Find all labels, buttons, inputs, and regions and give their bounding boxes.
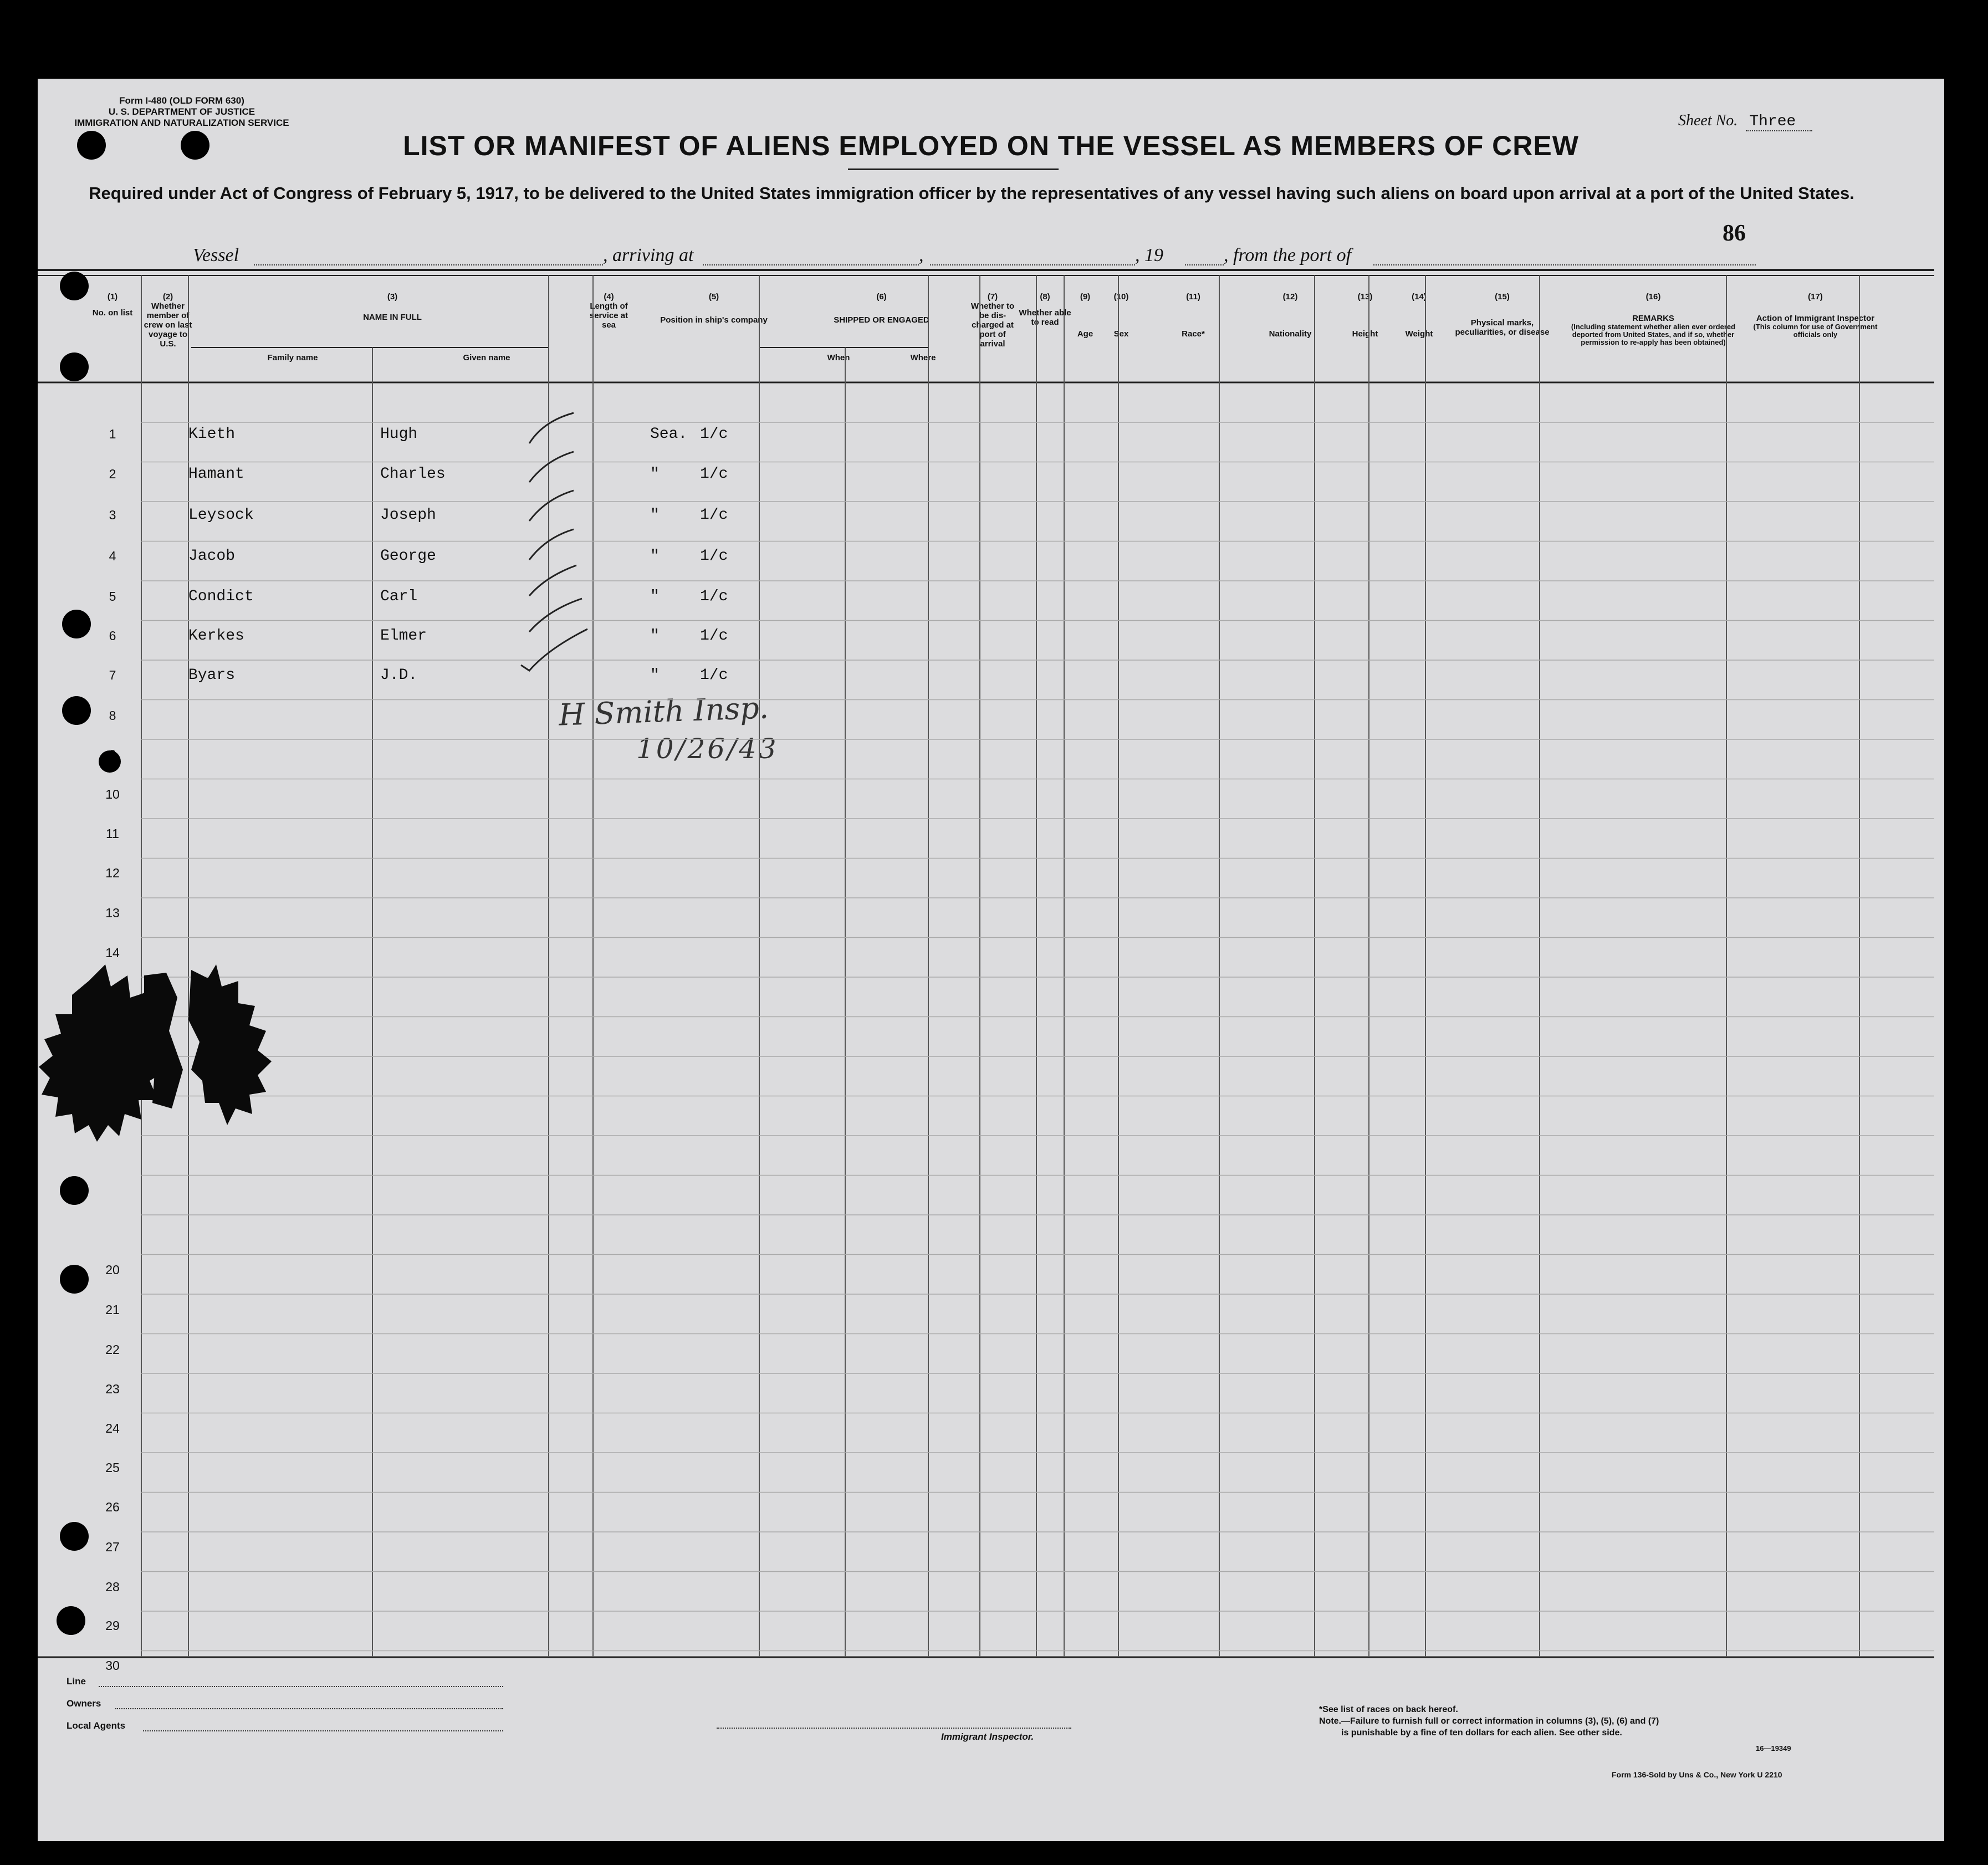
row-number: 5: [109, 589, 116, 604]
department-name: U. S. DEPARTMENT OF JUSTICE: [108, 106, 255, 117]
given-name: Carl: [380, 588, 418, 605]
col3-family-header: Family name: [267, 353, 318, 362]
col1-header: (1) No. on list: [92, 292, 133, 318]
col13-header: (13) Height: [1352, 292, 1378, 339]
row-number: 23: [105, 1382, 120, 1396]
position: ": [650, 507, 660, 524]
inspector-signature: H Smith Insp.: [558, 690, 769, 733]
rating: 1/c: [700, 588, 728, 605]
col2-header: (2) Whether member of crew on last voyage to U.S.: [144, 292, 192, 349]
col11-header: (11) Race*: [1182, 292, 1205, 339]
family-name: Condict: [188, 588, 254, 605]
row-number: 12: [105, 866, 120, 880]
col7-header: (7) Whether to be dis- charged at port of arrival: [970, 292, 1015, 349]
col4-header: (4) Length of service at sea: [589, 292, 628, 330]
row-number: 25: [105, 1460, 120, 1475]
family-name: Kieth: [188, 426, 236, 443]
row-number: 26: [105, 1500, 120, 1514]
given-name: Hugh: [380, 426, 418, 443]
position: ": [650, 588, 660, 605]
punch-hole: [60, 1265, 89, 1294]
row-number: 22: [105, 1342, 120, 1357]
inspection-date: 10/26/43: [636, 733, 779, 765]
row-number: 10: [105, 787, 120, 801]
position: ": [650, 627, 660, 645]
rating: 1/c: [700, 426, 728, 443]
col6-when-header: When: [827, 353, 850, 362]
rating: 1/c: [700, 507, 728, 524]
row-number: 24: [105, 1421, 120, 1435]
row-number: 2: [109, 467, 116, 481]
arriving-label: , arriving at: [603, 245, 694, 265]
row-number: 3: [109, 508, 116, 522]
position: ": [650, 667, 660, 684]
rating: 1/c: [700, 627, 728, 645]
check-marks: [521, 413, 587, 671]
col12-header: (12) Nationality: [1269, 292, 1312, 339]
punch-hole: [57, 1606, 85, 1635]
penalty-note-2: is punishable by a fine of ten dollars for each alien. See other side.: [1341, 1728, 1622, 1738]
family-name: Jacob: [188, 548, 236, 565]
col14-header: (14) Weight: [1405, 292, 1433, 339]
from-port-label: , from the port of: [1224, 245, 1352, 265]
punch-hole: [62, 696, 91, 725]
punch-hole: [181, 131, 209, 160]
punch-hole: [60, 1176, 89, 1205]
given-name: J.D.: [380, 667, 418, 684]
races-note: *See list of races on back hereof.: [1319, 1705, 1458, 1714]
family-name: Byars: [188, 667, 236, 684]
col6-where-header: Where: [910, 353, 936, 362]
row-number: 8: [109, 708, 116, 723]
row-number: 14: [105, 946, 120, 960]
col5-header: (5) Position in ship's company: [660, 292, 768, 325]
col3-given-header: Given name: [463, 353, 510, 362]
service-name: IMMIGRATION AND NATURALIZATION SERVICE: [74, 117, 289, 128]
given-name: Elmer: [380, 627, 427, 645]
punch-hole: [60, 352, 89, 381]
row-number: 27: [105, 1540, 120, 1554]
col16-header: (16) REMARKS (Including statement whether alien ever ordered deported from United States, and if so, whether permission to re-apply has been obtained): [1571, 292, 1736, 346]
vessel-label: Vessel: [193, 245, 239, 265]
punch-hole: [62, 610, 91, 638]
year-label: , 19: [1135, 245, 1163, 265]
given-name: Joseph: [380, 507, 436, 524]
row-number: 13: [105, 906, 120, 920]
col17-header: (17) Action of Immigrant Inspector (This column for use of Government officials only: [1753, 292, 1878, 339]
col9-header: (9) Age: [1077, 292, 1093, 339]
form-code: 16—19349: [1756, 1744, 1791, 1752]
family-name: Hamant: [188, 466, 244, 483]
page-number: 86: [1723, 221, 1746, 246]
row-number: 21: [105, 1302, 120, 1317]
family-name: Leysock: [188, 507, 254, 524]
col3-header: (3) NAME IN FULL: [363, 292, 422, 322]
immigrant-inspector-label: Immigrant Inspector.: [941, 1731, 1034, 1742]
rating: 1/c: [700, 667, 728, 684]
form-number: Form I-480 (OLD FORM 630): [119, 95, 244, 106]
given-name: George: [380, 548, 436, 565]
sheet-label: Sheet No.: [1678, 112, 1738, 129]
col8-header: (8) Whether able to read: [1019, 292, 1071, 327]
line-label: Line: [67, 1676, 86, 1687]
position: ": [650, 466, 660, 483]
rating: 1/c: [700, 548, 728, 565]
comma-mark: ,: [919, 245, 924, 265]
printer-imprint: Form 136-Sold by Uns & Co., New York U 2210: [1612, 1770, 1782, 1779]
row-number: 11: [106, 826, 119, 841]
seal-stamp: [39, 964, 272, 1142]
local-agents-label: Local Agents: [67, 1720, 126, 1731]
position: Sea.: [650, 426, 688, 443]
sheet-value: Three: [1746, 113, 1812, 131]
row-number: 28: [105, 1580, 120, 1594]
page-title: LIST OR MANIFEST OF ALIENS EMPLOYED ON THE VESSEL AS MEMBERS OF CREW: [403, 130, 1579, 161]
family-name: Kerkes: [188, 627, 244, 645]
row-number: 7: [109, 668, 116, 682]
penalty-note-1: Note.—Failure to furnish full or correct information in columns (3), (5), (6) and (7): [1319, 1716, 1659, 1726]
position: ": [650, 548, 660, 565]
owners-label: Owners: [67, 1698, 101, 1709]
punch-hole: [60, 272, 89, 300]
punch-hole: [77, 131, 106, 160]
row-number: 6: [109, 629, 116, 643]
page-subtitle: Required under Act of Congress of February 5, 1917, to be delivered to the United States immigration officer by the representatives of any vessel having such aliens on board upon arrival at a port of the United States.: [89, 183, 1854, 203]
punch-hole: [60, 1522, 89, 1551]
rating: 1/c: [700, 466, 728, 483]
punch-hole: [99, 750, 121, 773]
row-number: 29: [105, 1618, 120, 1633]
row-number: 30: [105, 1658, 120, 1673]
row-number: 4: [109, 549, 116, 563]
row-number: 20: [105, 1263, 120, 1277]
given-name: Charles: [380, 466, 446, 483]
col10-header: (10) Sex: [1113, 292, 1129, 339]
col15-header: (15) Physical marks, peculiarities, or disease: [1455, 292, 1550, 337]
row-number: 1: [109, 427, 116, 441]
col6-header: (6) SHIPPED OR ENGAGED: [834, 292, 929, 325]
